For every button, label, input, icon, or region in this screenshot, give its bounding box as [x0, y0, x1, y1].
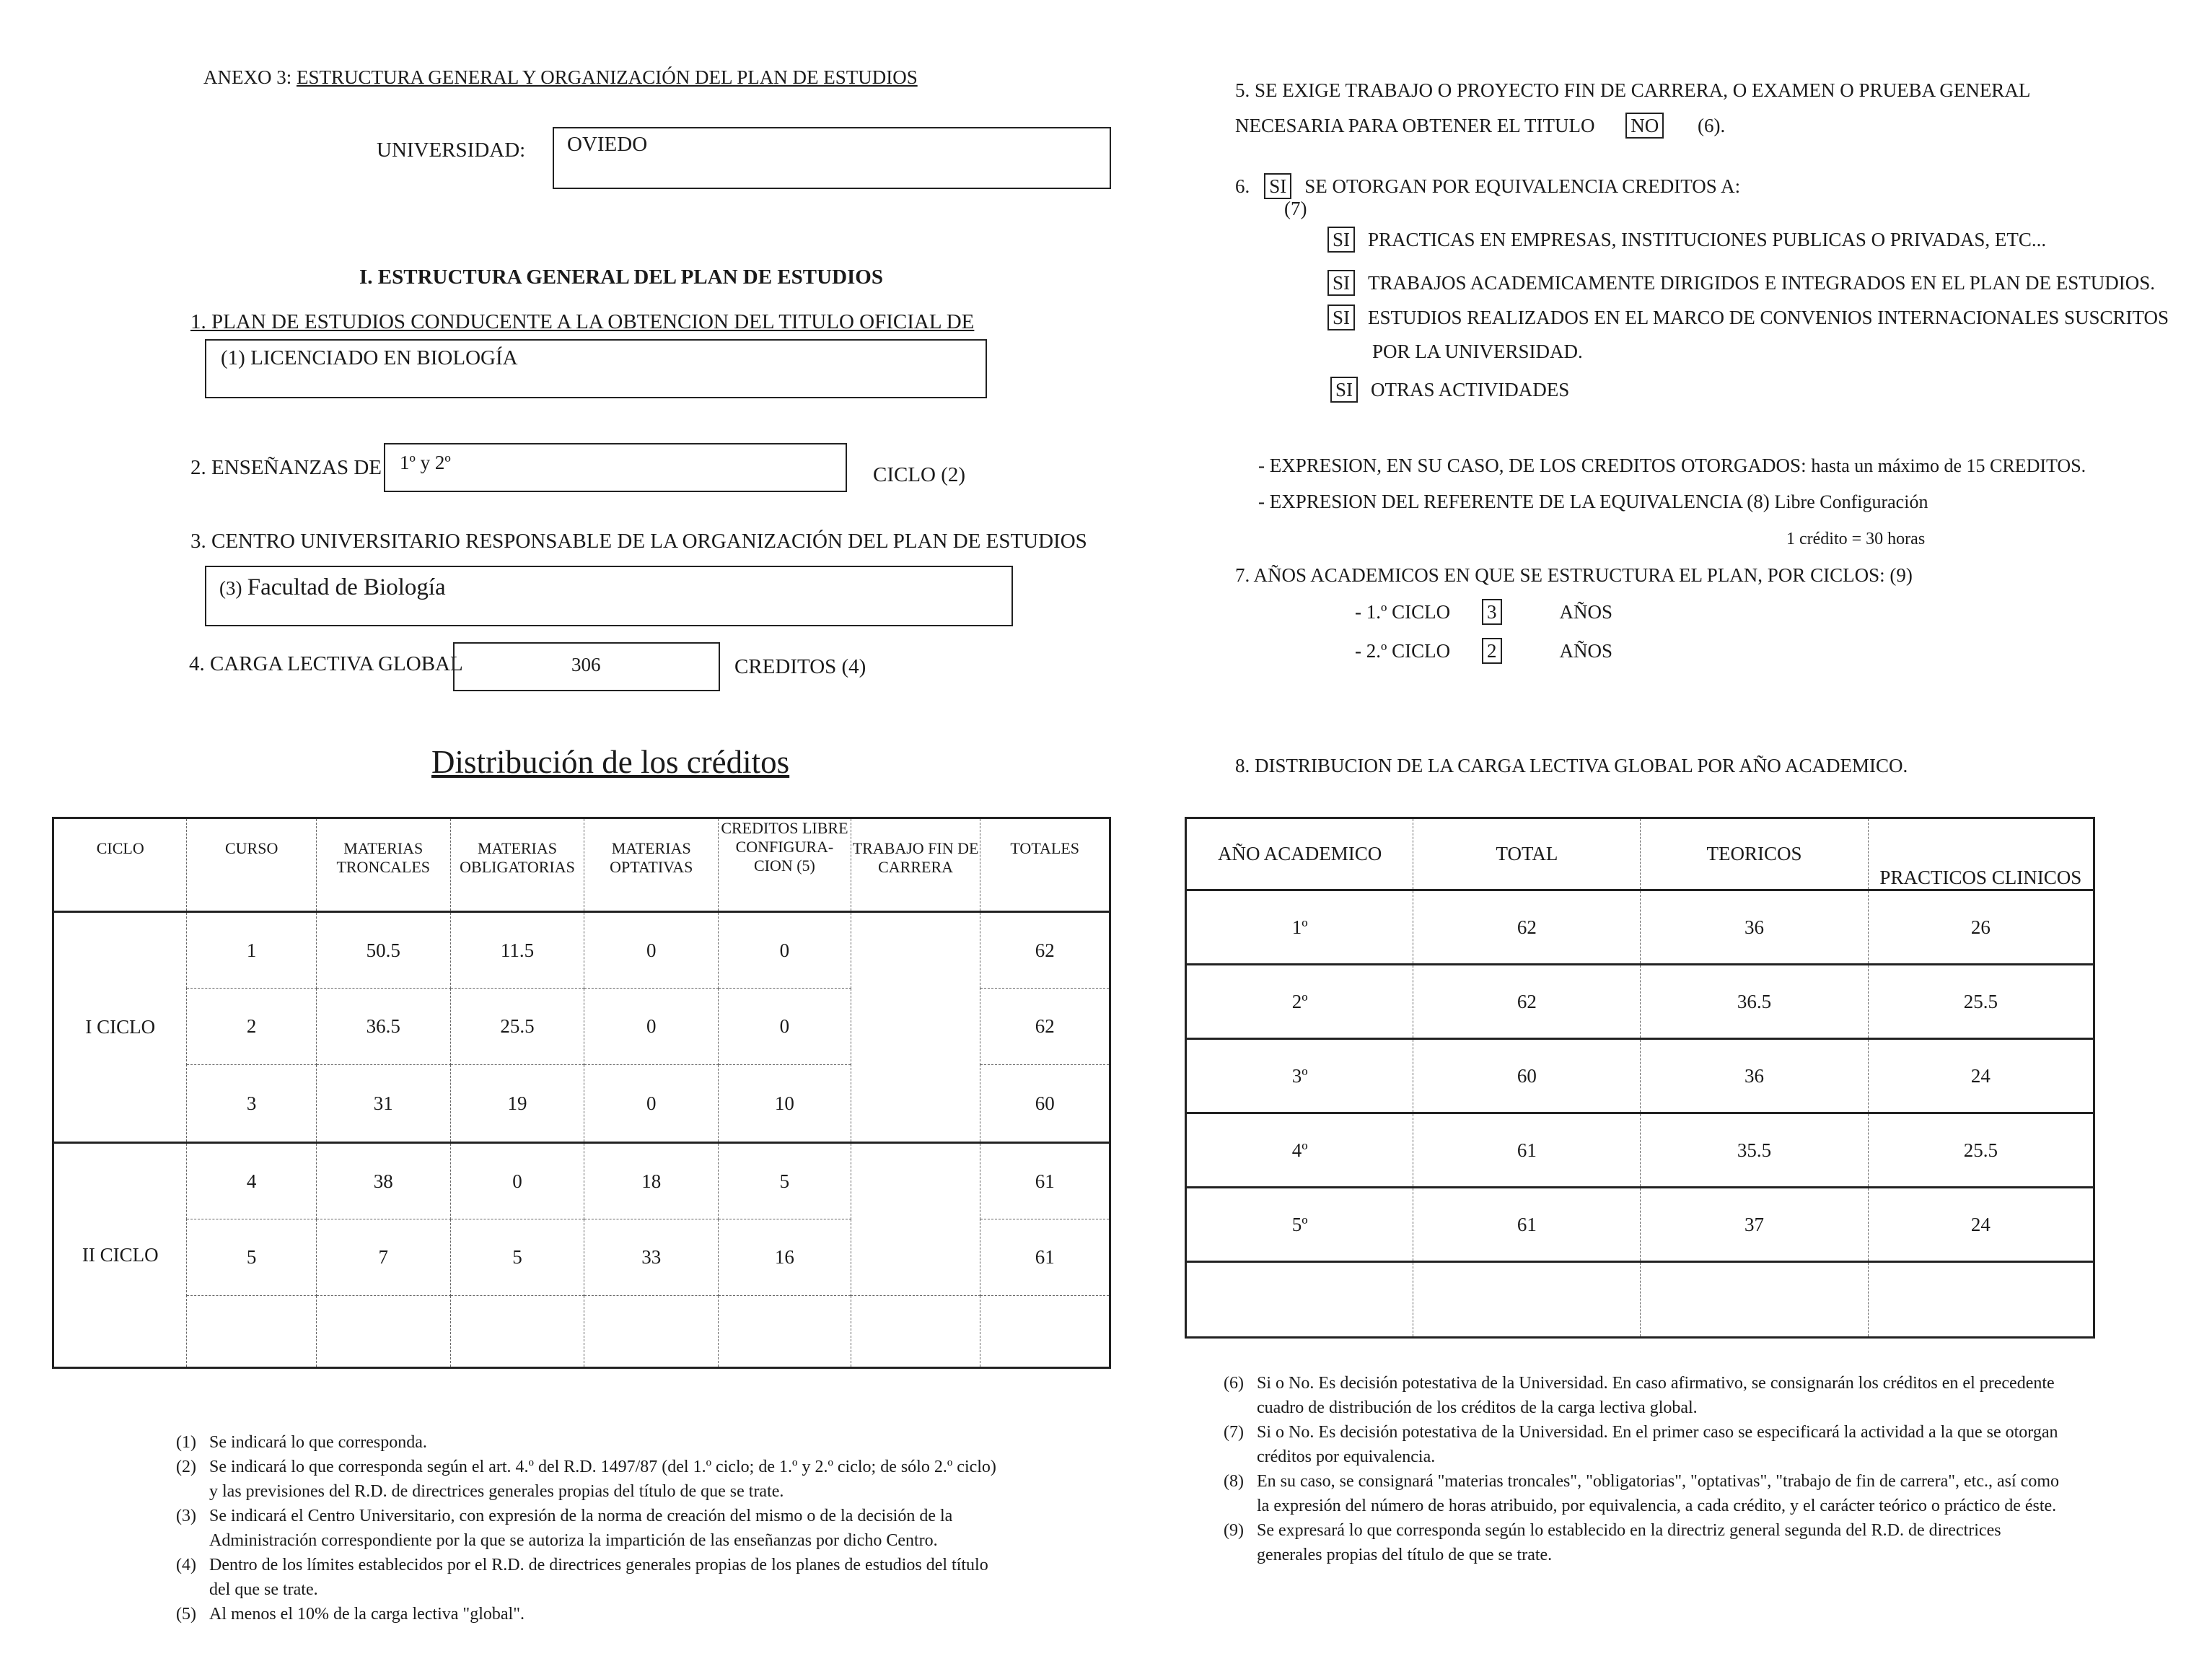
- th-ano-academico: AÑO ACADEMICO: [1186, 818, 1413, 890]
- footnote-key: (9): [1224, 1521, 1244, 1540]
- footnote-text: Se expresará lo que corresponda según lo establecido en la directriz general segunda del R.D. de directrices generales propias del título de que se trate.: [1257, 1521, 2001, 1564]
- cell: 61: [980, 1219, 1110, 1296]
- option-text: PRACTICAS EN EMPRESAS, INSTITUCIONES PUBLICAS O PRIVADAS, ETC...: [1368, 229, 2047, 250]
- item6-value: SI: [1264, 173, 1291, 199]
- cell: 25.5: [1868, 965, 2094, 1039]
- footnote: [1224, 1518, 2060, 1567]
- cell: 61: [980, 1143, 1110, 1219]
- footnote-text: Se indicará lo que corresponda.: [209, 1433, 427, 1452]
- item6-text: SE OTORGAN POR EQUIVALENCIA CREDITOS A:: [1304, 175, 1741, 197]
- cell: [851, 1143, 980, 1296]
- th-optativas: MATERIAS OPTATIVAS: [584, 818, 719, 912]
- table-row: [1186, 965, 2094, 1039]
- ciclo2-label: II CICLO: [53, 1143, 187, 1368]
- option-text: ESTUDIOS REALIZADOS EN EL MARCO DE CONVENIOS INTERNACIONALES SUSCRITOS: [1368, 307, 2169, 328]
- dist-title: Distribución de los créditos: [431, 744, 790, 780]
- item3-label: 3. CENTRO UNIVERSITARIO RESPONSABLE DE LA ORGANIZACIÓN DEL PLAN DE ESTUDIOS: [190, 530, 1087, 553]
- right-footnotes: [1224, 1371, 2060, 1567]
- ciclo1-label: I CICLO: [53, 912, 187, 1143]
- item5-value: NO: [1625, 113, 1664, 139]
- table-row: [53, 912, 1110, 989]
- cell: 2º: [1186, 965, 1413, 1039]
- section-title: I. ESTRUCTURA GENERAL DEL PLAN DE ESTUDIOS: [359, 266, 883, 289]
- cell: 5: [719, 1143, 851, 1219]
- footnote-text: Si o No. Es decisión potestativa de la Universidad. En el primer caso se especificará la actividad a la que se otorgan créditos por equivalencia.: [1257, 1423, 2058, 1466]
- cell: 11.5: [450, 912, 584, 989]
- cell: 25.5: [1868, 1113, 2094, 1188]
- expr2-sub: 1 crédito = 30 horas: [1786, 530, 1926, 548]
- table-row: [1186, 1188, 2094, 1262]
- cell: 0: [584, 912, 719, 989]
- cell: 4º: [1186, 1113, 1413, 1188]
- th-totales: TOTALES: [980, 818, 1110, 912]
- footnote-key: (2): [176, 1458, 196, 1476]
- option-text: TRABAJOS ACADEMICAMENTE DIRIGIDOS E INTEGRADOS EN EL PLAN DE ESTUDIOS.: [1368, 272, 2155, 294]
- cell: 0: [450, 1143, 584, 1219]
- cell: 36.5: [1641, 965, 1868, 1039]
- th-curso: CURSO: [187, 818, 316, 912]
- credits-table: [52, 817, 1111, 1369]
- cell: 62: [980, 912, 1110, 989]
- cell: 35.5: [1641, 1113, 1868, 1188]
- item5-line2-row: [1235, 113, 1725, 139]
- option-check: SI: [1327, 227, 1355, 253]
- footnote-text: En su caso, se consignará "materias troncales", "obligatorias", "optativas", "trabajo de fin de carrera", etc., así como la expresión del número de horas atribuido, por equivalencia, a cada crédito, y el carácter teórico o práctico de éste.: [1257, 1472, 2059, 1515]
- footnote-text: Dentro de los límites establecidos por el R.D. de directrices generales propias de los planes de estudios del título del que se trate.: [209, 1556, 988, 1599]
- cell: [187, 1296, 316, 1368]
- option-text: OTRAS ACTIVIDADES: [1371, 379, 1570, 400]
- cell: 18: [584, 1143, 719, 1219]
- footnote: [1224, 1469, 2060, 1518]
- footnote: [176, 1455, 1006, 1504]
- th-total: TOTAL: [1413, 818, 1641, 890]
- item3-value-row: [219, 574, 446, 601]
- cell: 36: [1641, 890, 1868, 965]
- footnote-key: (8): [1224, 1472, 1244, 1491]
- cell: 62: [1413, 890, 1641, 965]
- cell: 50.5: [316, 912, 450, 989]
- cell: 62: [980, 989, 1110, 1065]
- item4-label: 4. CARGA LECTIVA GLOBAL: [189, 652, 463, 675]
- item4-suffix: CREDITOS (4): [734, 655, 866, 678]
- universidad-label: UNIVERSIDAD:: [377, 139, 526, 162]
- footnote: [1224, 1420, 2060, 1469]
- th-practicos: PRACTICOS CLINICOS: [1868, 818, 2094, 890]
- cell: 61: [1413, 1188, 1641, 1262]
- item2-box: [384, 443, 847, 492]
- cell: 24: [1868, 1039, 2094, 1113]
- item6-row: [1235, 173, 1740, 199]
- item3-value-prefix: (3): [219, 577, 242, 599]
- footnote: [176, 1553, 1006, 1602]
- footnote: [176, 1504, 1006, 1553]
- item3-value: Facultad de Biología: [247, 574, 446, 600]
- item5-note: (6).: [1698, 115, 1726, 136]
- cell: [980, 1296, 1110, 1368]
- item4-value: 306: [571, 654, 601, 675]
- cell: [450, 1296, 584, 1368]
- cell: 16: [719, 1219, 851, 1296]
- ciclo2-label: - 2.º CICLO: [1355, 640, 1451, 662]
- anexo-heading: [203, 66, 918, 89]
- th-troncales: MATERIAS TRONCALES: [316, 818, 450, 912]
- th-trabajo-fin: TRABAJO FIN DE CARRERA: [851, 818, 980, 912]
- item8-label: 8. DISTRIBUCION DE LA CARGA LECTIVA GLOBAL POR AÑO ACADEMICO.: [1235, 755, 1908, 776]
- th-obligatorias: MATERIAS OBLIGATORIAS: [450, 818, 584, 912]
- footnote-text: Al menos el 10% de la carga lectiva "global".: [209, 1605, 525, 1624]
- cell: 0: [584, 989, 719, 1065]
- credits-table-header: [53, 818, 1110, 912]
- expr2-label: - EXPRESION DEL REFERENTE DE LA EQUIVALENCIA (8): [1258, 491, 1770, 512]
- item2-suffix: CICLO (2): [873, 463, 966, 486]
- footnote: [176, 1430, 1006, 1455]
- item5-line1: 5. SE EXIGE TRABAJO O PROYECTO FIN DE CARRERA, O EXAMEN O PRUEBA GENERAL: [1235, 79, 2031, 101]
- item6-option: [1330, 377, 1569, 403]
- cell: 19: [450, 1065, 584, 1143]
- th-ciclo: CICLO: [53, 818, 187, 912]
- cell: 60: [1413, 1039, 1641, 1113]
- cell: 62: [1413, 965, 1641, 1039]
- ciclo1-unit: AÑOS: [1559, 601, 1613, 623]
- item7-label: 7. AÑOS ACADEMICOS EN QUE SE ESTRUCTURA EL PLAN, POR CICLOS: (9): [1235, 564, 1913, 586]
- ciclo1-row: [1355, 599, 1612, 625]
- footnote-key: (6): [1224, 1374, 1244, 1393]
- cell: [1641, 1262, 1868, 1338]
- item1-label: 1. PLAN DE ESTUDIOS CONDUCENTE A LA OBTENCION DEL TITULO OFICIAL DE: [190, 310, 975, 333]
- th-teoricos: TEORICOS: [1641, 818, 1868, 890]
- annual-load-table: [1185, 817, 2095, 1339]
- ciclo2-value: 2: [1482, 638, 1502, 664]
- cell: 37: [1641, 1188, 1868, 1262]
- footnote-text: Si o No. Es decisión potestativa de la Universidad. En caso afirmativo, se consignarán los créditos en el precedente cuadro de distribución de los créditos de la carga lectiva global.: [1257, 1374, 2055, 1417]
- cell: 31: [316, 1065, 450, 1143]
- left-footnotes: [176, 1430, 1006, 1626]
- universidad-value: OVIEDO: [567, 133, 648, 156]
- ciclo2-unit: AÑOS: [1559, 640, 1613, 662]
- anexo-title: ESTRUCTURA GENERAL Y ORGANIZACIÓN DEL PLAN DE ESTUDIOS: [297, 66, 918, 88]
- cell: [1413, 1262, 1641, 1338]
- item1-value: (1) LICENCIADO EN BIOLOGÍA: [221, 346, 518, 369]
- cell: 0: [719, 912, 851, 989]
- expr1-row: [1258, 455, 2086, 477]
- cell: [1186, 1262, 1413, 1338]
- cell: 1: [187, 912, 316, 989]
- cell: 0: [719, 989, 851, 1065]
- cell: 1º: [1186, 890, 1413, 965]
- cell: 7: [316, 1219, 450, 1296]
- th-libre-configuracion: CREDITOS LIBRE CONFIGURA-CION (5): [719, 818, 851, 912]
- cell: 36: [1641, 1039, 1868, 1113]
- cell: [719, 1296, 851, 1368]
- cell: 38: [316, 1143, 450, 1219]
- ciclo2-row: [1355, 638, 1612, 664]
- table-row: [1186, 1262, 2094, 1338]
- footnote: [1224, 1371, 2060, 1420]
- footnote-text: Se indicará lo que corresponda según el art. 4.º del R.D. 1497/87 (del 1.º ciclo; de 1.º y 2.º ciclo; de sólo 2.º ciclo) y las previsiones del R.D. de directrices generales propias del título de que se trate.: [209, 1458, 996, 1501]
- item6-option: [1327, 270, 2155, 296]
- cell: 2: [187, 989, 316, 1065]
- ciclo1-value: 3: [1482, 599, 1502, 625]
- cell: [851, 912, 980, 1143]
- item2-value: 1º y 2º: [400, 452, 451, 473]
- cell: 33: [584, 1219, 719, 1296]
- cell: [1868, 1262, 2094, 1338]
- item6-ref: (7): [1284, 198, 1307, 219]
- table-row: [53, 1143, 1110, 1219]
- footnote-text: Se indicará el Centro Universitario, con expresión de la norma de creación del mismo o de la decisión de la Administración correspondiente por la que se autoriza la impartición de las enseñanzas por dicho Centro.: [209, 1507, 953, 1550]
- table-row: [53, 1296, 1110, 1368]
- table-row: [1186, 1113, 2094, 1188]
- cell: 25.5: [450, 989, 584, 1065]
- cell: 3: [187, 1065, 316, 1143]
- ciclo1-label: - 1.º CICLO: [1355, 601, 1451, 623]
- anexo-prefix: ANEXO 3:: [203, 66, 297, 88]
- expr1-value: hasta un máximo de 15 CREDITOS.: [1811, 455, 2086, 476]
- footnote-key: (3): [176, 1507, 196, 1525]
- cell: 5: [450, 1219, 584, 1296]
- footnote-key: (5): [176, 1605, 196, 1624]
- item6-option: [1327, 305, 2169, 330]
- option-check: SI: [1330, 377, 1358, 403]
- table-row: [1186, 890, 2094, 965]
- expr2-row: [1258, 491, 1928, 513]
- cell: 60: [980, 1065, 1110, 1143]
- cell: 24: [1868, 1188, 2094, 1262]
- item6-num: 6.: [1235, 175, 1250, 197]
- cell: [316, 1296, 450, 1368]
- cell: [851, 1296, 980, 1368]
- cell: 61: [1413, 1113, 1641, 1188]
- footnote-key: (1): [176, 1433, 196, 1452]
- table-row: [1186, 1039, 2094, 1113]
- cell: [584, 1296, 719, 1368]
- option-check: SI: [1327, 305, 1355, 330]
- cell: 4: [187, 1143, 316, 1219]
- item6-option-cont: POR LA UNIVERSIDAD.: [1372, 341, 1583, 362]
- cell: 5º: [1186, 1188, 1413, 1262]
- item5-line2: NECESARIA PARA OBTENER EL TITULO: [1235, 115, 1595, 136]
- cell: 5: [187, 1219, 316, 1296]
- footnote: [176, 1602, 1006, 1626]
- cell: 10: [719, 1065, 851, 1143]
- footnote-key: (7): [1224, 1423, 1244, 1442]
- item6-option: [1327, 227, 2046, 253]
- item2-label: 2. ENSEÑANZAS DE: [190, 456, 382, 479]
- cell: 0: [584, 1065, 719, 1143]
- expr2-value: Libre Configuración: [1774, 491, 1928, 512]
- cell: 36.5: [316, 989, 450, 1065]
- option-check: SI: [1327, 270, 1355, 296]
- expr1-label: - EXPRESION, EN SU CASO, DE LOS CREDITOS OTORGADOS:: [1258, 455, 1807, 476]
- annual-table-header: [1186, 818, 2094, 890]
- footnote-key: (4): [176, 1556, 196, 1574]
- cell: 26: [1868, 890, 2094, 965]
- cell: 3º: [1186, 1039, 1413, 1113]
